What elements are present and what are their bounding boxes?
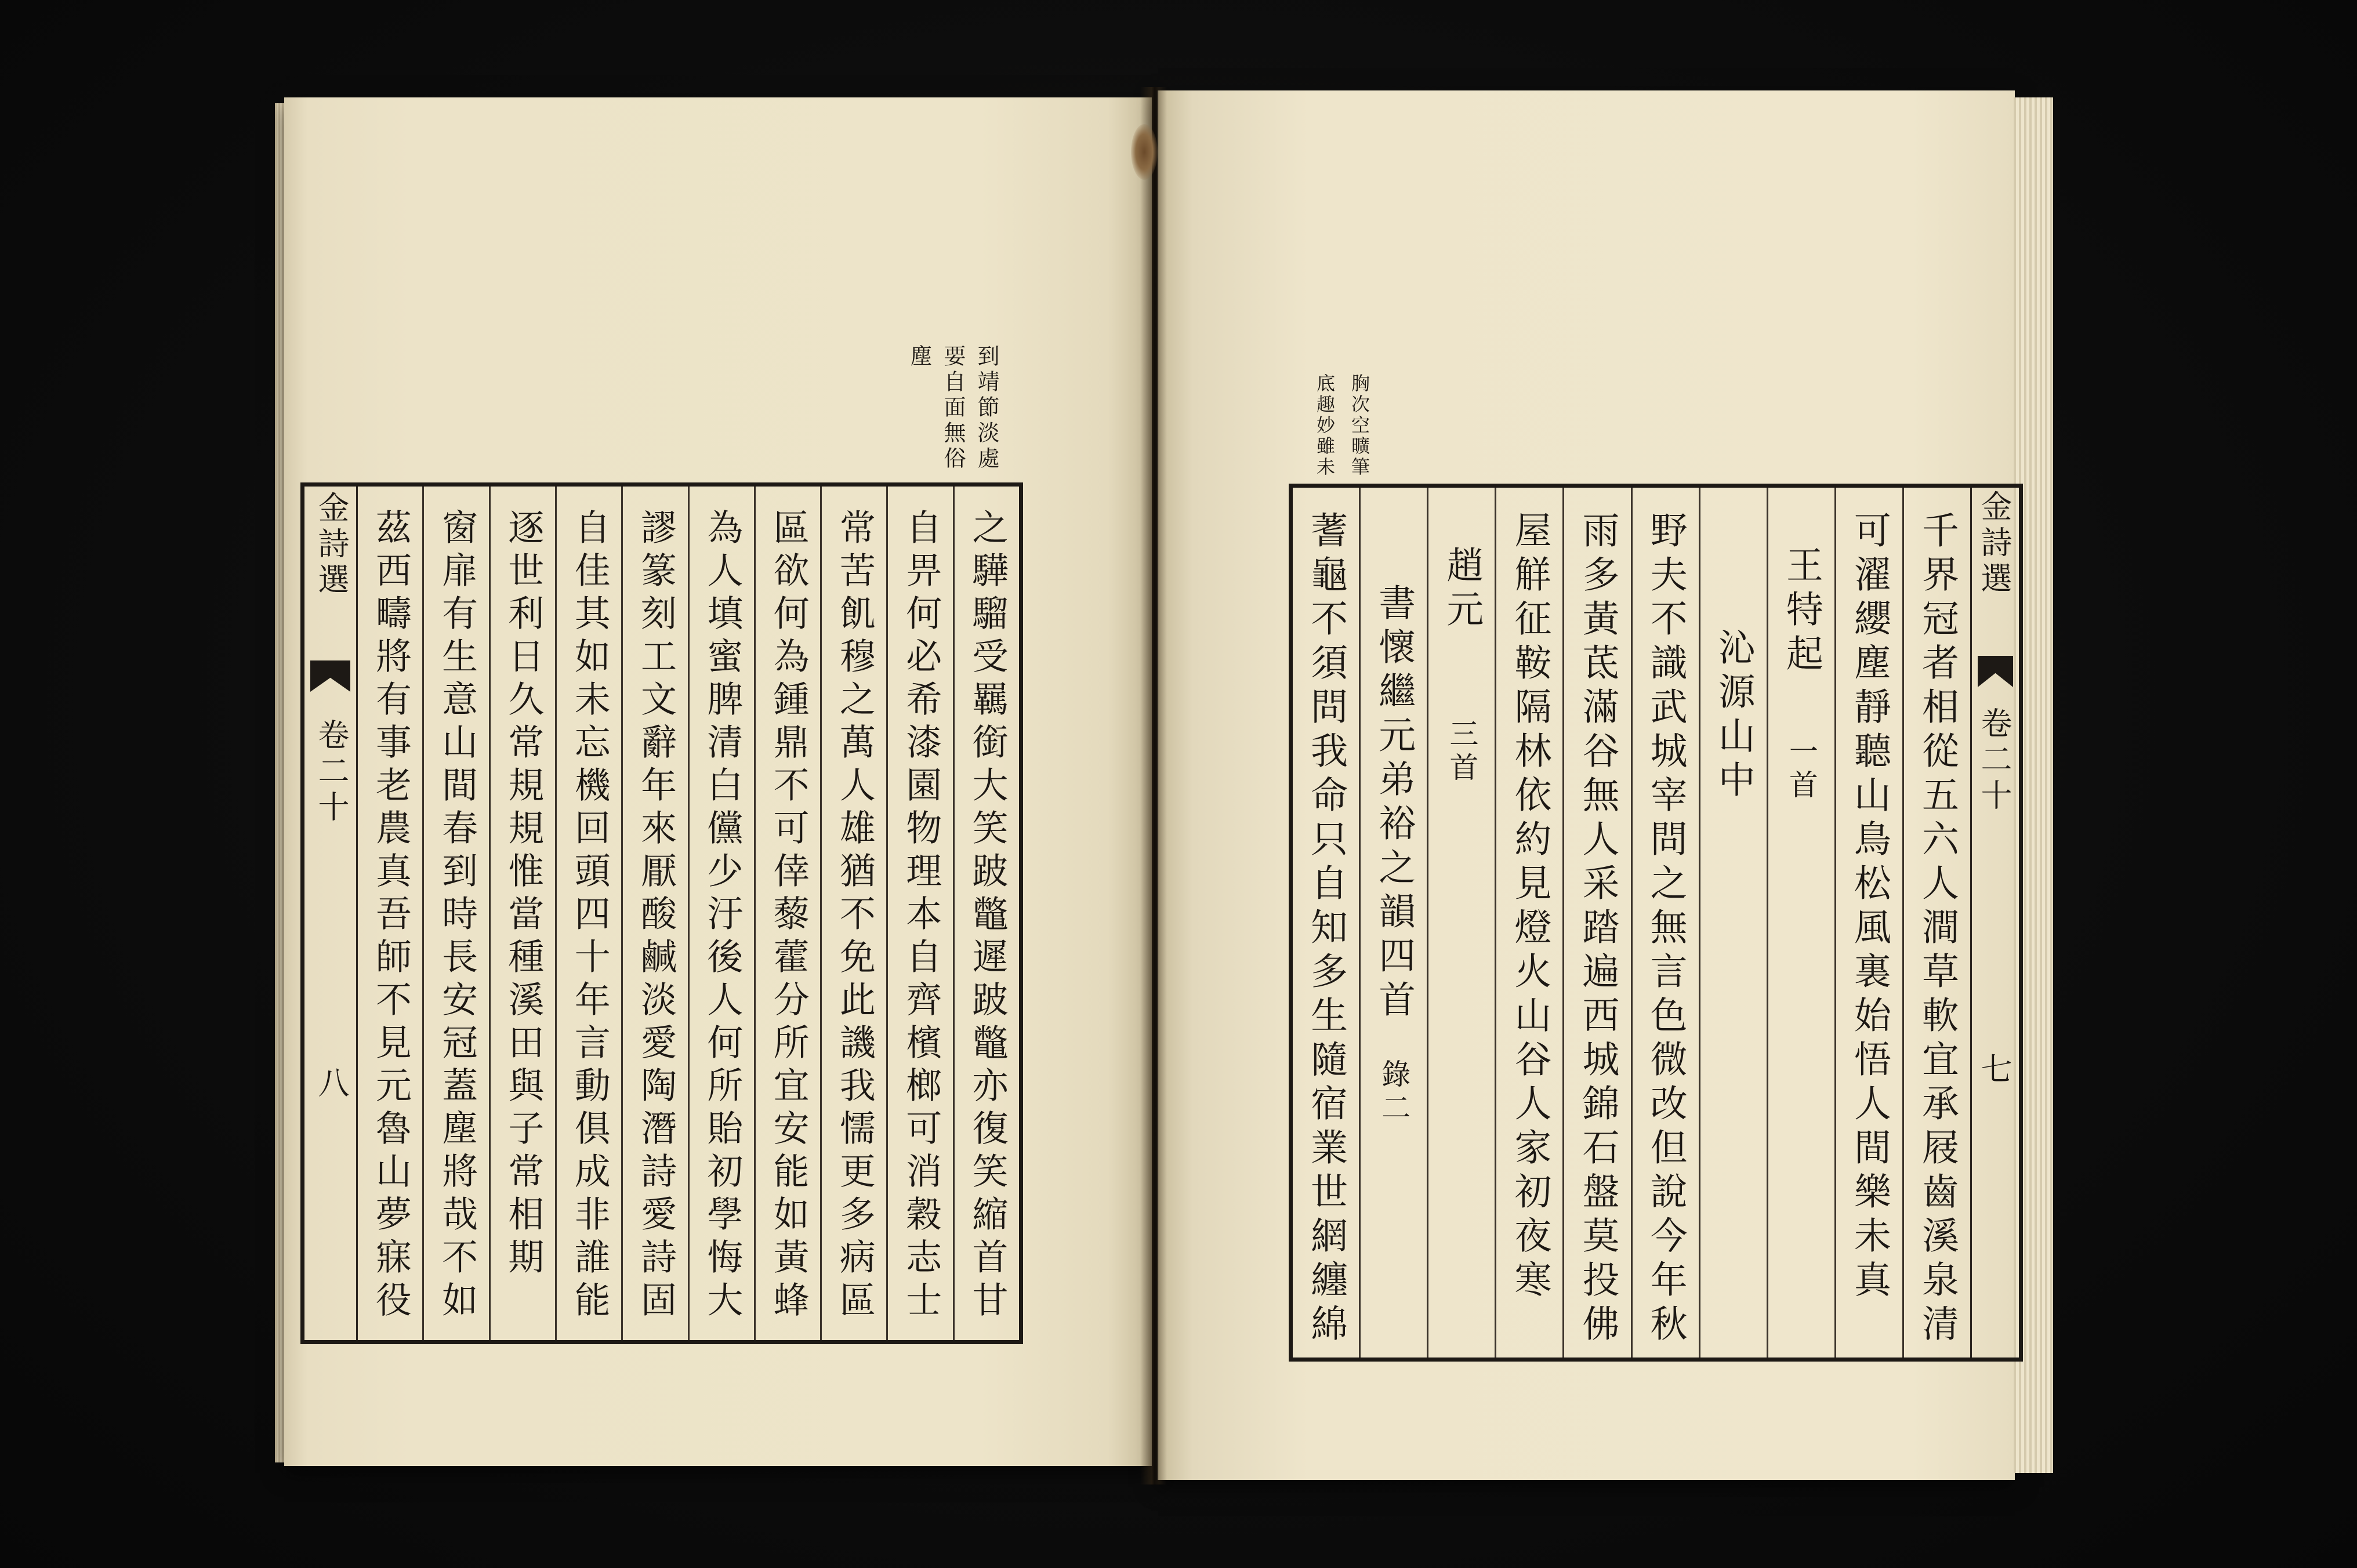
- text-column: [555, 487, 621, 1340]
- text-column: [754, 487, 820, 1340]
- right-banxin: [1970, 488, 2019, 1358]
- column-text: 謬篆刻工文辭年來厭酸鹹淡愛陶潛詩愛詩固: [634, 509, 677, 1324]
- column-text: 窗扉有生意山間春到時長安冠蓋塵將哉不如: [436, 509, 478, 1324]
- banxin-title: 金詩選: [1976, 490, 2012, 598]
- book-gutter: [1140, 87, 1167, 1484]
- left-text-columns: [358, 487, 1019, 1340]
- column-text: 雨多黃茋滿谷無人采踏遍西城錦石盤莫投佛: [1576, 511, 1619, 1348]
- fishtail-mark: [1978, 656, 2013, 687]
- text-column: [422, 487, 488, 1340]
- text-column: [820, 487, 886, 1340]
- poem-title-text: 沁源山中: [1711, 628, 1755, 804]
- poet-heading: [1427, 488, 1495, 1358]
- headnote-line: 要自面無俗: [940, 344, 966, 472]
- column-text: 茲西疇將有事老農真吾師不見元魯山夢寐役: [369, 509, 412, 1324]
- text-column: [358, 487, 422, 1340]
- column-text: 屋觧征鞍隔林依約見燈火山谷人家初夜寒: [1508, 511, 1551, 1304]
- poet-name: 趙元: [1440, 546, 1484, 634]
- text-column: [953, 487, 1019, 1340]
- right-text-columns: [1293, 488, 1970, 1358]
- text-column: [1631, 488, 1699, 1358]
- poem-title: [1699, 488, 1767, 1358]
- column-text: 自畀何必希漆園物理本自齊檳榔可消穀志士: [900, 509, 942, 1324]
- fishtail-mark: [310, 660, 350, 692]
- banxin-volume: 卷二十: [1976, 707, 2012, 815]
- banxin-title: 金詩選: [313, 491, 350, 599]
- left-headnote: [902, 344, 1003, 472]
- text-column: [489, 487, 555, 1340]
- text-column: [1495, 488, 1562, 1358]
- banxin-leaf-number: 七: [1976, 1052, 2012, 1088]
- column-text: 蓍龜不須問我命只自知多生隨宿業世網纏綿: [1304, 511, 1348, 1348]
- left-text-frame: [300, 482, 1023, 1344]
- column-text: 常苦飢穆之萬人雄猶不免此譏我懦更多病區: [833, 509, 876, 1324]
- column-text: 自佳其如未忘機回頭四十年言動俱成非誰能: [568, 509, 611, 1324]
- poem-count: 三首: [1445, 718, 1479, 786]
- poem-count: 一首: [1784, 736, 1818, 803]
- text-column: [1902, 488, 1970, 1358]
- paper-stain: [1131, 124, 1158, 180]
- poem-title-text: 書懷繼元弟裕之韻四首: [1372, 583, 1416, 1024]
- column-text: 區欲何為鍾鼎不可倖藜藿分所宜安能如黃蜂: [767, 509, 810, 1324]
- right-headnote: [1307, 373, 1377, 478]
- left-banxin: [304, 487, 358, 1340]
- poem-title: [1359, 488, 1427, 1358]
- column-text: 可濯纓塵靜聽山鳥松風裏始悟人間樂未真: [1847, 511, 1891, 1304]
- column-text: 逐世利日久常規規惟當種溪田與子常相期: [502, 509, 545, 1281]
- column-text: 為人填蜜脾清白儻少汙後人何所貽初學悔大: [701, 509, 744, 1324]
- text-column: [688, 487, 754, 1340]
- headnote-line: 底趣妙雖未: [1314, 373, 1336, 478]
- text-column: [1834, 488, 1902, 1358]
- text-column: [1293, 488, 1359, 1358]
- column-text: 之驊騮受羈銜大笑跛鼈遲跛鼈亦復笑縮首甘: [966, 509, 1009, 1324]
- column-text: 野夫不識武城宰問之無言色微改但說今年秋: [1644, 511, 1687, 1348]
- poet-name: 王特起: [1779, 546, 1823, 678]
- poet-heading: [1767, 488, 1834, 1358]
- banxin-leaf-number: 八: [313, 1066, 350, 1102]
- column-text: 千界冠者相從五六人澗草軟宜承屐齒溪泉清: [1916, 511, 1959, 1348]
- headnote-line: 到靖節淡處: [974, 344, 999, 472]
- text-column: [886, 487, 952, 1340]
- text-column: [1562, 488, 1630, 1358]
- right-text-frame: [1289, 484, 2023, 1362]
- headnote-line: 塵: [906, 344, 932, 370]
- selection-note: 錄二: [1377, 1059, 1411, 1126]
- text-column: [621, 487, 687, 1340]
- headnote-line: 胸次空曠筆: [1348, 373, 1370, 478]
- banxin-volume: 卷二十: [313, 718, 350, 826]
